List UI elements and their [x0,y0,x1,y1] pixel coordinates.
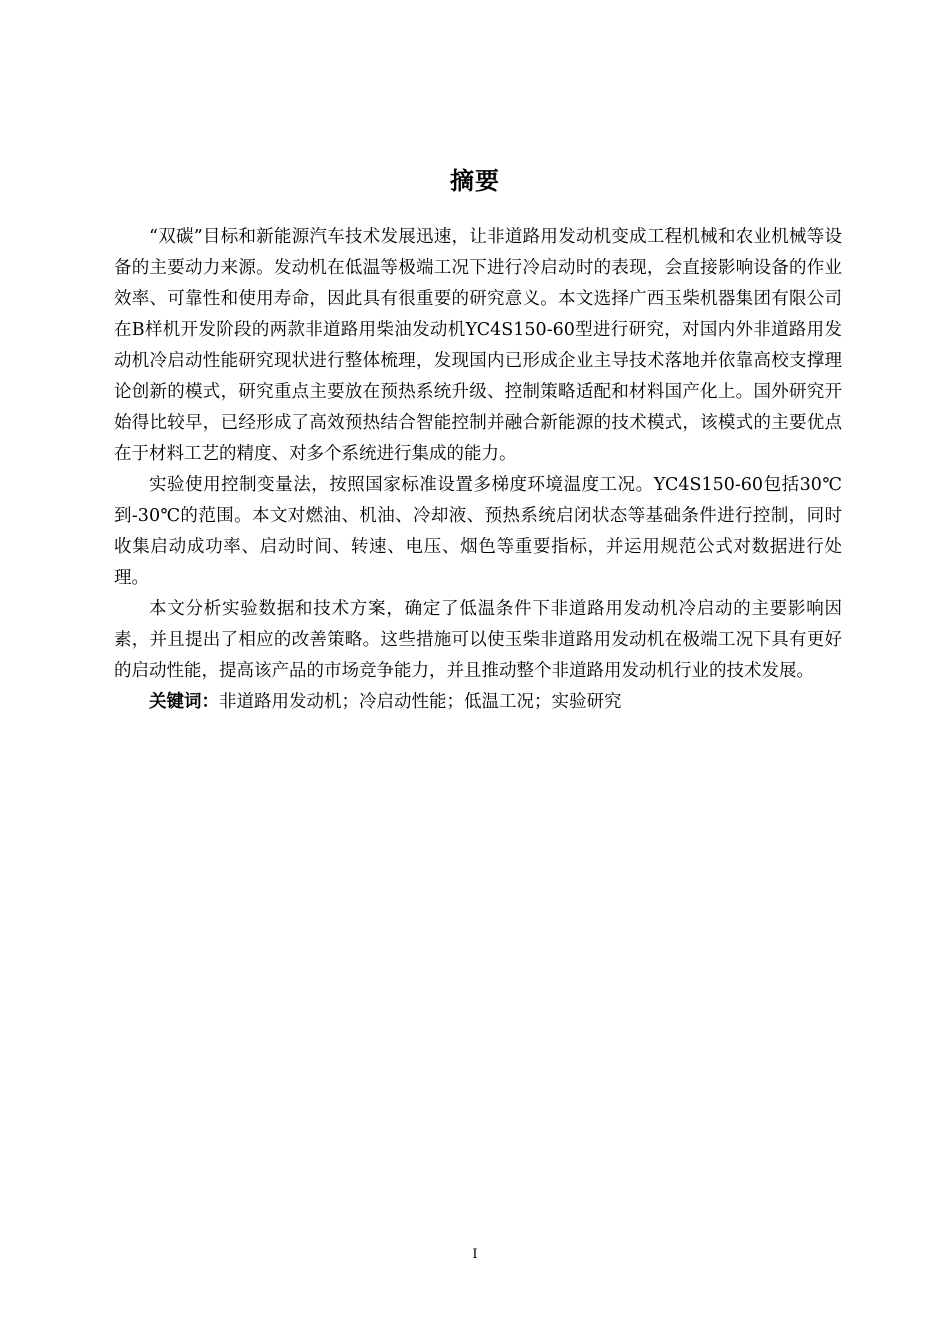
abstract-paragraph-2: 实验使用控制变量法，按照国家标准设置多梯度环境温度工况。YC4S150-60包括30℃到-30℃的范围。本文对燃油、机油、冷却液、预热系统启闭状态等基础条件进行控制，同时收集启动成功率、启动时间、转速、电压、烟色等重要指标，并运用规范公式对数据进行处理。 [114,475,842,588]
keywords-label: 关键词： [149,692,219,712]
abstract-paragraph-3: 本文分析实验数据和技术方案，确定了低温条件下非道路用发动机冷启动的主要影响因素，并且提出了相应的改善策略。这些措施可以使玉柴非道路用发动机在极端工况下具有更好的启动性能，提高该产品的市场竞争能力，并且推动整个非道路用发动机行业的技术发展。 [114,599,842,681]
abstract-body [114,222,842,718]
abstract-paragraph-1: “双碳”目标和新能源汽车技术发展迅速，让非道路用发动机变成工程机械和农业机械等设备的主要动力来源。发动机在低温等极端工况下进行冷启动时的表现，会直接影响设备的作业效率、可靠性和使用寿命，因此具有很重要的研究意义。本文选择广西玉柴机器集团有限公司在B样机开发阶段的两款非道路用柴油发动机YC4S150-60型进行研究，对国内外非道路用发动机冷启动性能研究现状进行整体梳理，发现国内已形成企业主导技术落地并依靠高校支撑理论创新的模式，研究重点主要放在预热系统升级、控制策略适配和材料国产化上。国外研究开始得比较早，已经形成了高效预热结合智能控制并融合新能源的技术模式，该模式的主要优点在于材料工艺的精度、对多个系统进行集成的能力。 [114,227,842,464]
abstract-title: 摘要 [450,167,500,195]
keywords-line [114,687,842,718]
page-number: I [472,1247,478,1262]
keywords-text: 非道路用发动机；冷启动性能；低温工况；实验研究 [219,692,622,712]
